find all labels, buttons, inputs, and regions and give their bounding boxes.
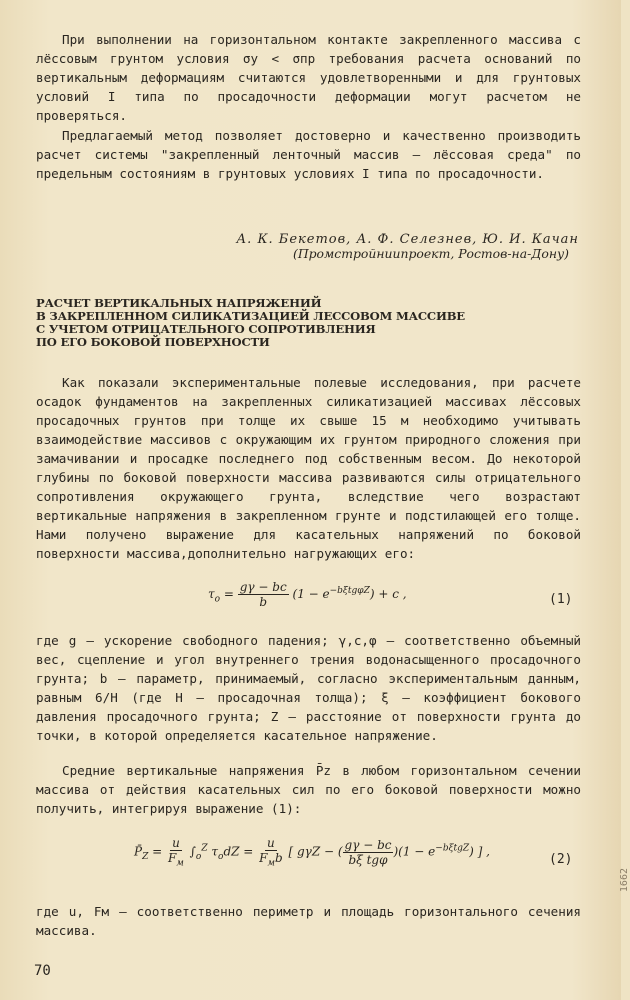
equation-1: $\tau_o$ = $\frac{g\gamma - bc}{b}$ $(1 - e^{-b\xi tg\varphi Z}) + c$ , xyxy=(208,580,407,609)
equation-2: $P̄_Z$ = $\frac{u}{F_м}$ $\int_o^Z$ $\tau_odZ$ = $\frac{u}{F_мb}$ [ gγZ − ( $\frac{g\gamma - bc}{\text{bξ tgφ}}$ )$(1 - e^{-b\xi tgZ})$ ] , xyxy=(134,836,490,869)
affiliation: (Промстройниипроект, Ростов-на-Дону) xyxy=(292,246,569,261)
paragraph-body-4: где u, Fм – соответственно периметр и площадь горизонтального сечения массива. xyxy=(36,904,581,938)
authors: А. К. Бекетов, А. Ф. Селезнев, Ю. И. Качан xyxy=(236,232,579,247)
title-line: РАСЧЕТ ВЕРТИКАЛЬНЫХ НАПРЯЖЕНИЙ xyxy=(36,296,322,310)
article-title xyxy=(36,297,465,349)
paragraph-body-3: Средние вертикальные напряжения P̄z в любом горизонтальном сечении массива от действия касательных сил по его боковой поверхности можно получить, интегрируя выражение (1): xyxy=(36,763,581,816)
paragraph-intro-2: Предлагаемый метод позволяет достоверно и качественно производить расчет системы "закрепленный ленточный массив – лёссовая среда" по предельным состояниям в грунтовых условиях I типа по просадочности. xyxy=(36,128,581,181)
paragraph-body-2: где g – ускорение свободного падения; γ,c,φ – соответственно объемный вес, сцепление и угол внутреннего трения водонасыщенного просадочного грунта; b – параметр, принимаемый, согласно экспериментальным данным, равным 6/H (где H – просадочная толща); ξ – коэффициент бокового давления просадочного грунта; Z – расстояние от поверхности грунта до точки, в которой определяется касательное напряжение. xyxy=(36,633,581,743)
margin-mark: 1662 xyxy=(619,868,630,893)
title-line: ПО ЕГО БОКОВОЙ ПОВЕРХНОСТИ xyxy=(36,335,270,349)
equation-1-number: (1) xyxy=(549,592,573,607)
page-number: 70 xyxy=(34,963,51,979)
paragraph-intro-1: При выполнении на горизонтальном контакте закрепленного массива с лёссовым грунтом условия σy < σпр требования расчета оснований по вертикальным деформациям считаются удовлетворенными и для грунтовых условий I типа по просадочности деформации могут расчетом не проверяться. xyxy=(36,32,581,123)
paragraph-body-1: Как показали экспериментальные полевые исследования, при расчете осадок фундаментов на закрепленных силикатизацией массивах лёссовых просадочных грунтов при толще их свыше 15 м необходимо учитывать взаимодействие массивов с окружающим их грунтом природного сложения при замачивании и просадке последнего под собственным весом. До некоторой глубины по боковой поверхности массива развиваются силы отрицательного сопротивления окружающего грунта, вследствие чего возрастают вертикальные напряжения в закрепленном грунте и подстилающей его толще. Нами получено выражение для касательных напряжений по боковой поверхности массива,дополнительно нагружающих его: xyxy=(36,375,581,561)
title-line: С УЧЕТОМ ОТРИЦАТЕЛЬНОГО СОПРОТИВЛЕНИЯ xyxy=(36,322,376,336)
title-line: В ЗАКРЕПЛЕННОМ СИЛИКАТИЗАЦИЕЙ ЛЕССОВОМ МАССИВЕ xyxy=(36,309,465,323)
equation-2-number: (2) xyxy=(549,852,573,867)
